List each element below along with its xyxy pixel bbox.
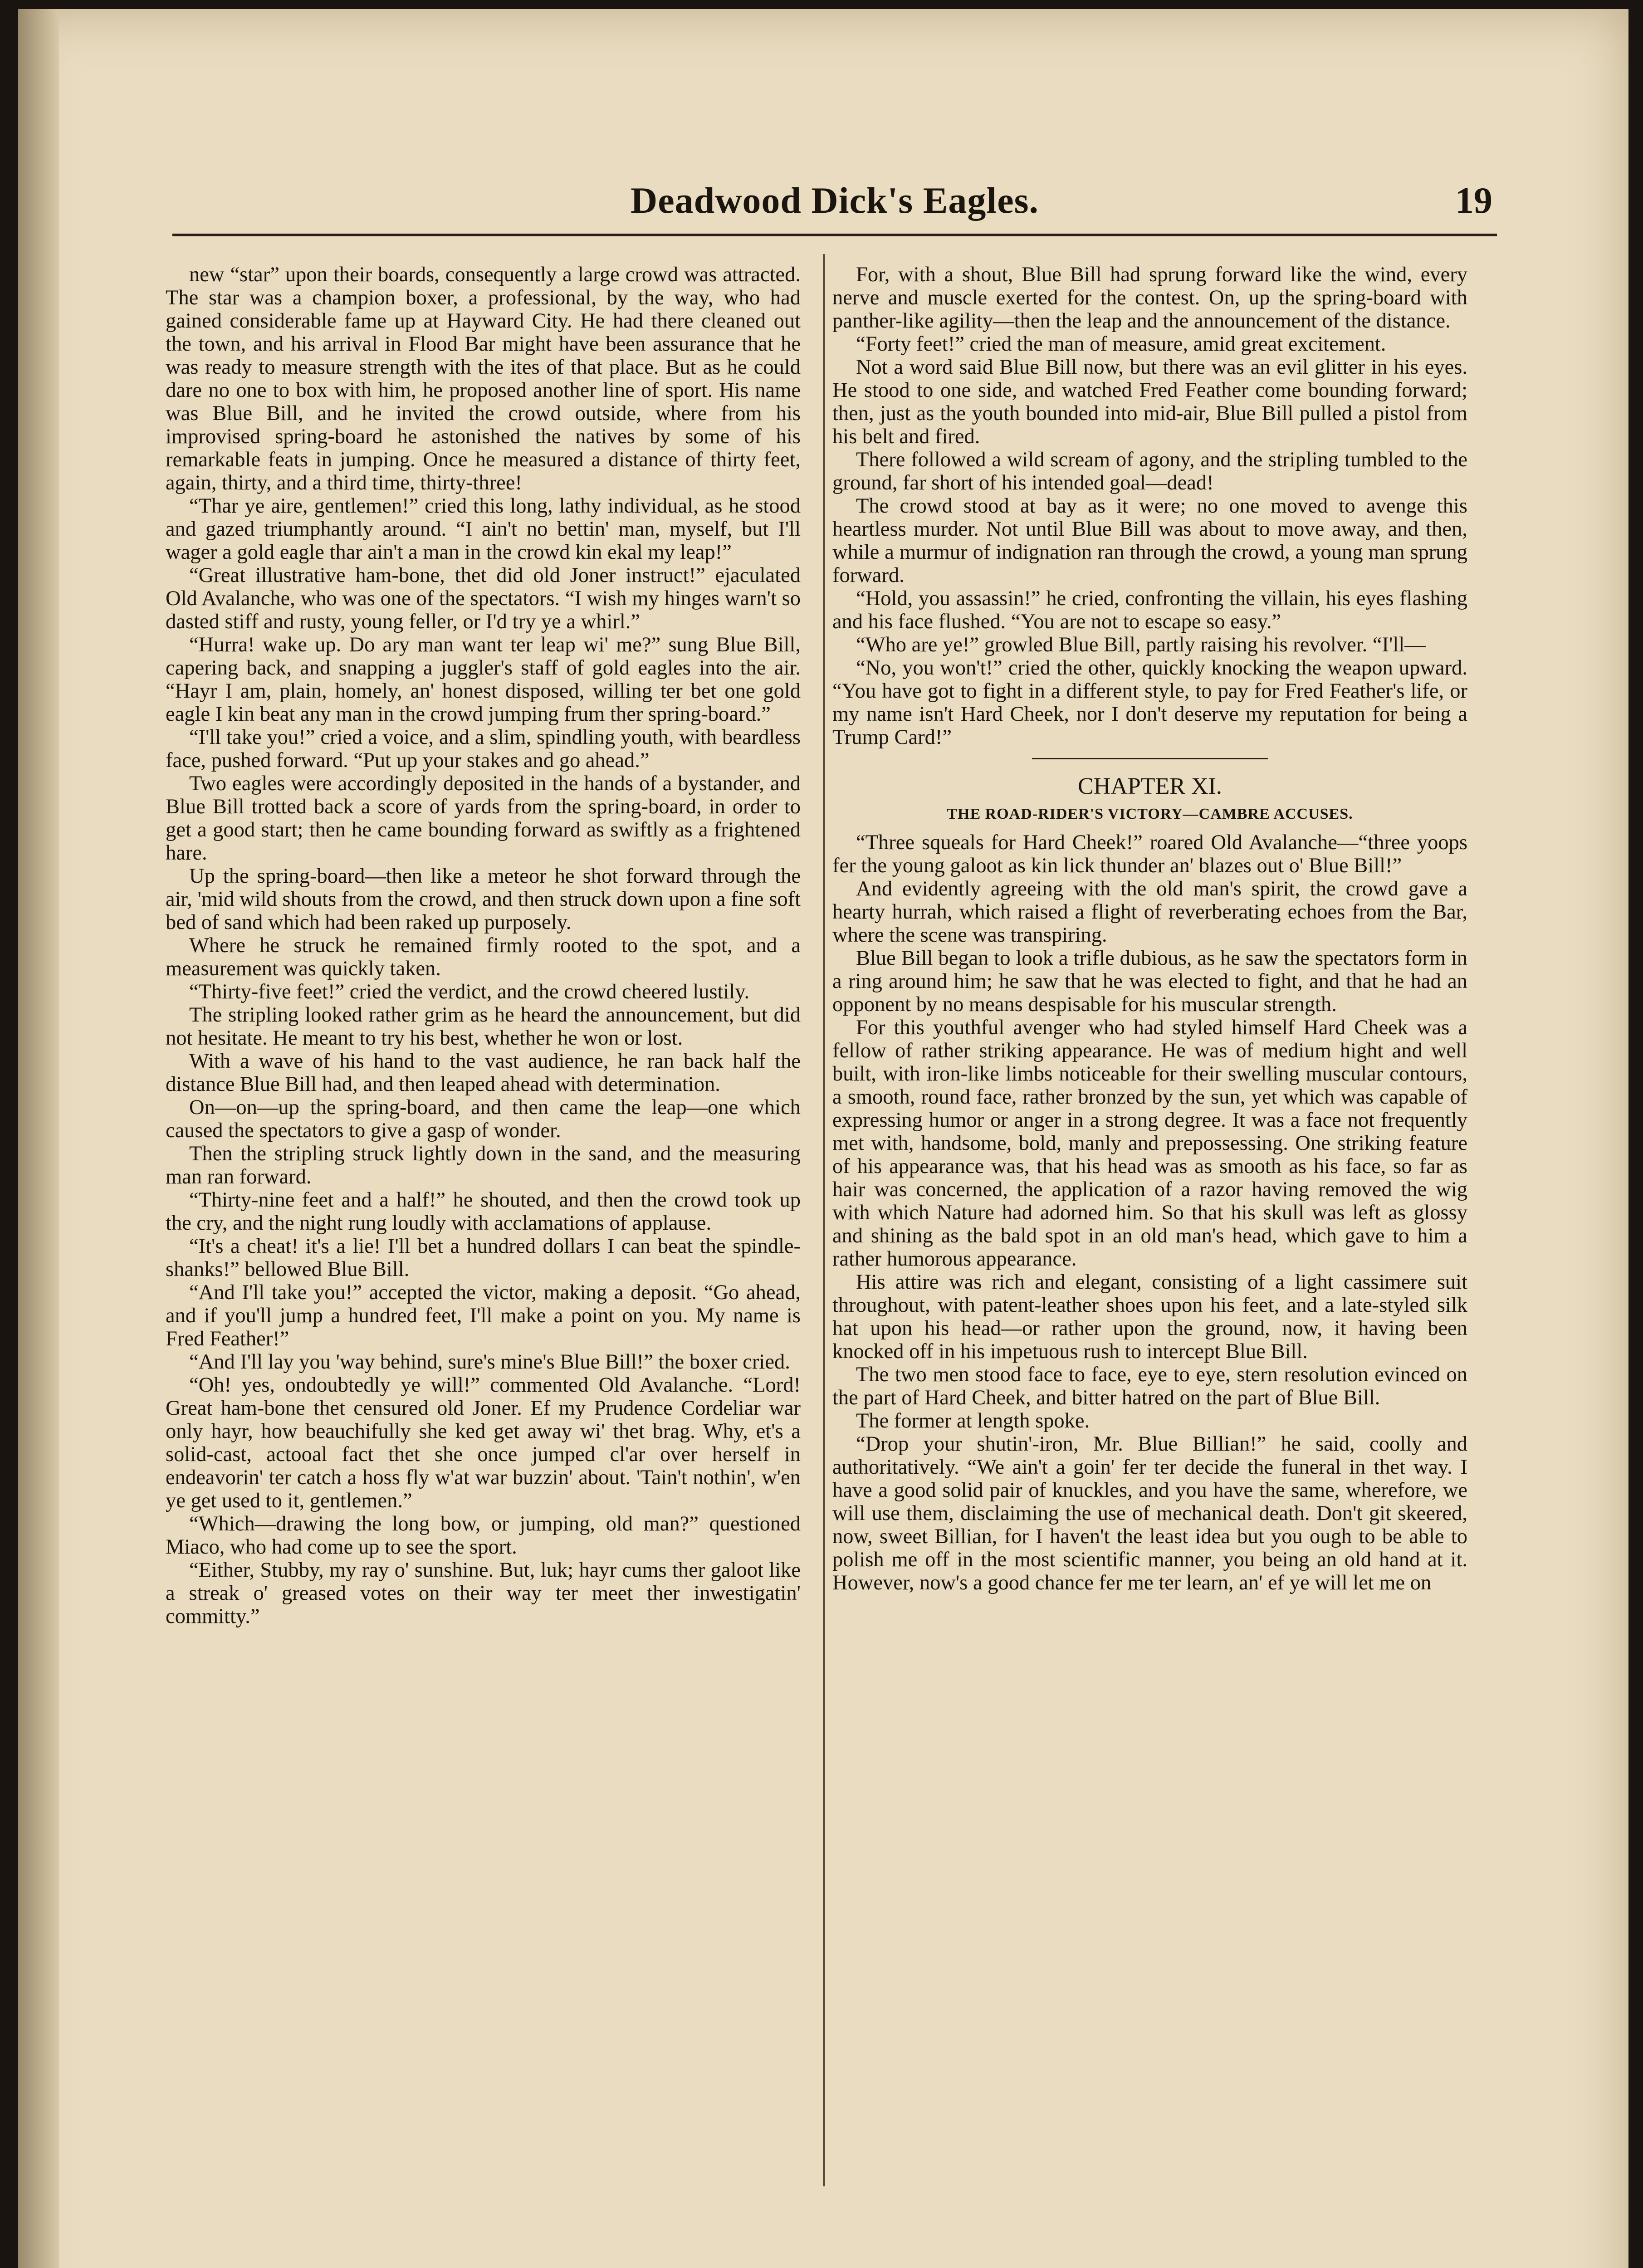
paragraph: “Hold, you assassin!” he cried, confronting the villain, his eyes flashing and his face flushed. “You are not to escape so easy.” [832, 587, 1467, 633]
paragraph: “Great illustrative ham-bone, thet did old Joner instruct!” ejaculated Old Avalanche, who was one of the spectators. “I wish my hinges warn't so dasted stiff and rusty, young feller, or I'd try ye a whirl.” [166, 564, 801, 633]
chapter-subtitle: THE ROAD-RIDER'S VICTORY—CAMBRE ACCUSES. [947, 806, 1353, 822]
right-column [832, 263, 1467, 2168]
column-divider [823, 254, 825, 2186]
paragraph: “Either, Stubby, my ray o' sunshine. But, luk; hayr cums ther galoot like a streak o' greased votes on their way ter meet ther inwestigatin' committy.” [166, 1559, 801, 1628]
paragraph: The former at length spoke. [856, 1409, 1090, 1432]
paragraph: “Drop your shutin'-iron, Mr. Blue Billian!” he said, coolly and authoritatively. “We ain't a goin' fer ter decide the funeral in thet way. I have a good solid pair of knuckles, and you have the same, wherefore, we will use them, disclaiming the use of mechanical death. Don't git skeered, now, sweet Billian, for I haven't the least idea but you ough to be able to polish me off in the most scientific manner, you being an old hand at it. However, now's a good chance fer me ter learn, an' ef ye will let me on [832, 1432, 1467, 1594]
paragraph: Where he struck he remained firmly rooted to the spot, and a measurement was quickly taken. [166, 934, 801, 980]
paragraph: Then the stripling struck lightly down in the sand, and the measuring man ran forward. [166, 1142, 801, 1188]
paragraph: Two eagles were accordingly deposited in the hands of a bystander, and Blue Bill trotted back a score of yards from the spring-board, in order to get a good start; then he came bounding forward as swiftly as a frightened hare. [166, 772, 801, 865]
newspaper-page [18, 9, 1628, 2268]
paragraph: His attire was rich and elegant, consisting of a light cassimere suit throughout, with patent-leather shoes upon his feet, and a late-styled silk hat upon his head—or rather upon the ground, now, it having been knocked off in his impetuous rush to intercept Blue Bill. [832, 1271, 1467, 1363]
paragraph: Blue Bill began to look a trifle dubious, as he saw the spectators form in a ring around him; he saw that he was elected to fight, and that he had an opponent by no means despisable for his muscular strength. [832, 947, 1467, 1016]
page-title: Deadwood Dick's Eagles. [630, 180, 1039, 221]
paragraph: With a wave of his hand to the vast audience, he ran back half the distance Blue Bill had, and then leaped ahead with determination. [166, 1050, 801, 1096]
binding-spine [18, 9, 59, 2268]
paragraph: “Who are ye!” growled Blue Bill, partly raising his revolver. “I'll— [856, 633, 1426, 656]
chapter-title: CHAPTER XI. [1078, 773, 1222, 799]
paragraph: There followed a wild scream of agony, and the stripling tumbled to the ground, far short of his intended goal—dead! [832, 448, 1467, 494]
page-header [172, 170, 1497, 236]
left-column [166, 263, 801, 2168]
paragraph: The crowd stood at bay as it were; no one moved to avenge this heartless murder. Not until Blue Bill was about to move away, and then, while a murmur of indignation ran through the crowd, a young man sprung forward. [832, 494, 1467, 587]
paragraph: And evidently agreeing with the old man's spirit, the crowd gave a hearty hurrah, which raised a flight of reverberating echoes from the Bar, where the scene was transpiring. [832, 877, 1467, 947]
page-number: 19 [1455, 180, 1492, 221]
paragraph: “Thar ye aire, gentlemen!” cried this long, lathy individual, as he stood and gazed triumphantly around. “I ain't no bettin' man, myself, but I'll wager a gold eagle thar ain't a man in the crowd kin ekal my leap!” [166, 494, 801, 564]
chapter-rule [1032, 758, 1268, 759]
paragraph: For, with a shout, Blue Bill had sprung forward like the wind, every nerve and muscle exerted for the contest. On, up the spring-board with panther-like agility—then the leap and the announcement of the distance. [832, 263, 1467, 332]
paragraph: “Thirty-five feet!” cried the verdict, and the crowd cheered lustily. [189, 980, 750, 1003]
paragraph: “Which—drawing the long bow, or jumping, old man?” questioned Miaco, who had come up to see the sport. [166, 1512, 801, 1559]
paragraph: “I'll take you!” cried a voice, and a slim, spindling youth, with beardless face, pushed forward. “Put up your stakes and go ahead.” [166, 726, 801, 772]
paragraph: Not a word said Blue Bill now, but there was an evil glitter in his eyes. He stood to one side, and watched Fred Feather come bounding forward; then, just as the youth bounded into mid-air, Blue Bill pulled a pistol from his belt and fired. [832, 356, 1467, 448]
paragraph: “No, you won't!” cried the other, quickly knocking the weapon upward. “You have got to fight in a different style, to pay for Fred Feather's life, or my name isn't Hard Cheek, nor I don't deserve my reputation for being a Trump Card!” [832, 656, 1467, 749]
paragraph: For this youthful avenger who had styled himself Hard Cheek was a fellow of rather striking appearance. He was of medium hight and well built, with iron-like limbs noticeable for their swelling muscular contours, a smooth, round face, rather bronzed by the sun, yet which was capable of expressing humor or anger in a strong degree. It was a face not frequently met with, handsome, bold, manly and prepossessing. One striking feature of his appearance was, that his head was as smooth as his face, so far as hair was concerned, the application of a razor having removed the wig with which Nature had adorned him. So that his skull was left as glossy and shining as the bald spot in an old man's head, which gave to him a rather humorous appearance. [832, 1016, 1467, 1271]
paragraph: new “star” upon their boards, consequently a large crowd was attracted. The star was a champion boxer, a professional, by the way, who had gained considerable fame up at Hayward City. He had there cleaned out the town, and his arrival in Flood Bar might have been assurance that he was ready to measure strength with the ites of that place. But as he could dare no one to box with him, he proposed another line of sport. His name was Blue Bill, and he invited the crowd outside, where from his improvised spring-board he astonished the natives by some of his remarkable feats in jumping. Once he measured a distance of thirty feet, again, thirty, and a third time, thirty-three! [166, 263, 801, 494]
paragraph: “And I'll lay you 'way behind, sure's mine's Blue Bill!” the boxer cried. [189, 1350, 790, 1374]
paragraph: “Three squeals for Hard Cheek!” roared Old Avalanche—“three yoops fer the young galoot as kin lick thunder an' blazes out o' Blue Bill!” [832, 831, 1467, 877]
paragraph: “Oh! yes, ondoubtedly ye will!” commented Old Avalanche. “Lord! Great ham-bone thet censured old Joner. Ef my Prudence Cordeliar war only hayr, how beauchifully she ked get away wi' thet brag. Why, et's a solid-cast, actooal fact thet she once jumped cl'ar over herself in endeavorin' ter catch a hoss fly w'at war buzzin' about. 'Tain't nothin', w'en ye get used to it, gentlemen.” [166, 1374, 801, 1512]
paragraph: “Forty feet!” cried the man of measure, amid great excitement. [856, 332, 1386, 356]
paragraph: “And I'll take you!” accepted the victor, making a deposit. “Go ahead, and if you'll jump a hundred feet, I'll make a point on you. My name is Fred Feather!” [166, 1281, 801, 1350]
paragraph: “It's a cheat! it's a lie! I'll bet a hundred dollars I can beat the spindle-shanks!” bellowed Blue Bill. [166, 1235, 801, 1281]
paragraph: “Thirty-nine feet and a half!” he shouted, and then the crowd took up the cry, and the night rung loudly with acclamations of applause. [166, 1188, 801, 1235]
paragraph: The stripling looked rather grim as he heard the announcement, but did not hesitate. He meant to try his best, whether he won or lost. [166, 1003, 801, 1050]
paragraph: Up the spring-board—then like a meteor he shot forward through the air, 'mid wild shouts from the crowd, and then struck down upon a fine soft bed of sand which had been raked up purposely. [166, 865, 801, 934]
paragraph: “Hurra! wake up. Do ary man want ter leap wi' me?” sung Blue Bill, capering back, and snapping a juggler's staff of gold eagles into the air. “Hayr I am, plain, homely, an' honest disposed, willing ter bet one gold eagle I kin beat any man in the crowd jumping frum ther spring-board.” [166, 633, 801, 726]
paragraph: The two men stood face to face, eye to eye, stern resolution evinced on the part of Hard Cheek, and bitter hatred on the part of Blue Bill. [832, 1363, 1467, 1409]
paragraph: On—on—up the spring-board, and then came the leap—one which caused the spectators to give a gasp of wonder. [166, 1096, 801, 1142]
